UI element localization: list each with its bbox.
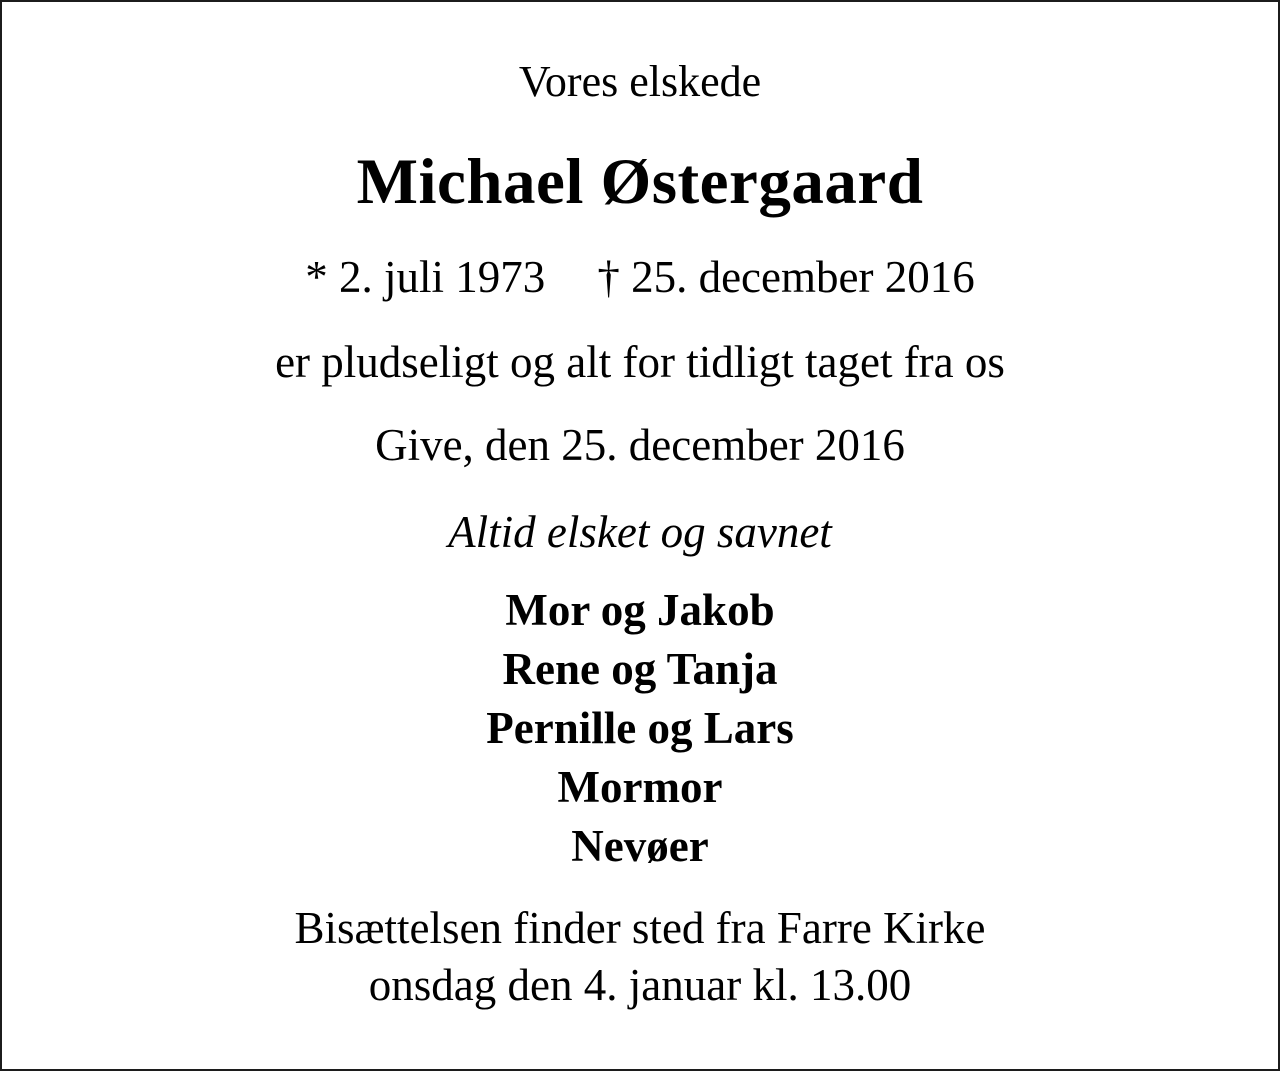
mourners-list bbox=[2, 581, 1278, 876]
memorial-message: er pludseligt og alt for tidligt taget fra os bbox=[275, 337, 1005, 387]
death-date: † 25. december 2016 bbox=[597, 252, 975, 302]
mourner-line: Mor og Jakob bbox=[505, 585, 775, 635]
intro-line: Vores elskede bbox=[518, 57, 762, 106]
life-dates bbox=[2, 252, 1278, 302]
mourner-line: Nevøer bbox=[571, 820, 709, 871]
ceremony-line-location: Bisættelsen finder sted fra Farre Kirke bbox=[294, 902, 986, 953]
mourner-line: Pernille og Lars bbox=[486, 702, 794, 753]
mourner-line: Rene og Tanja bbox=[502, 643, 778, 694]
epitaph-line: Altid elsket og savnet bbox=[448, 507, 832, 557]
birth-date: * 2. juli 1973 bbox=[305, 252, 546, 302]
place-date-line: Give, den 25. december 2016 bbox=[375, 420, 905, 470]
ceremony-info bbox=[2, 900, 1278, 1015]
ceremony-line-datetime: onsdag den 4. januar kl. 13.00 bbox=[368, 960, 912, 1011]
mourner-line: Mormor bbox=[557, 761, 723, 812]
deceased-name: Michael Østergaard bbox=[356, 146, 924, 218]
